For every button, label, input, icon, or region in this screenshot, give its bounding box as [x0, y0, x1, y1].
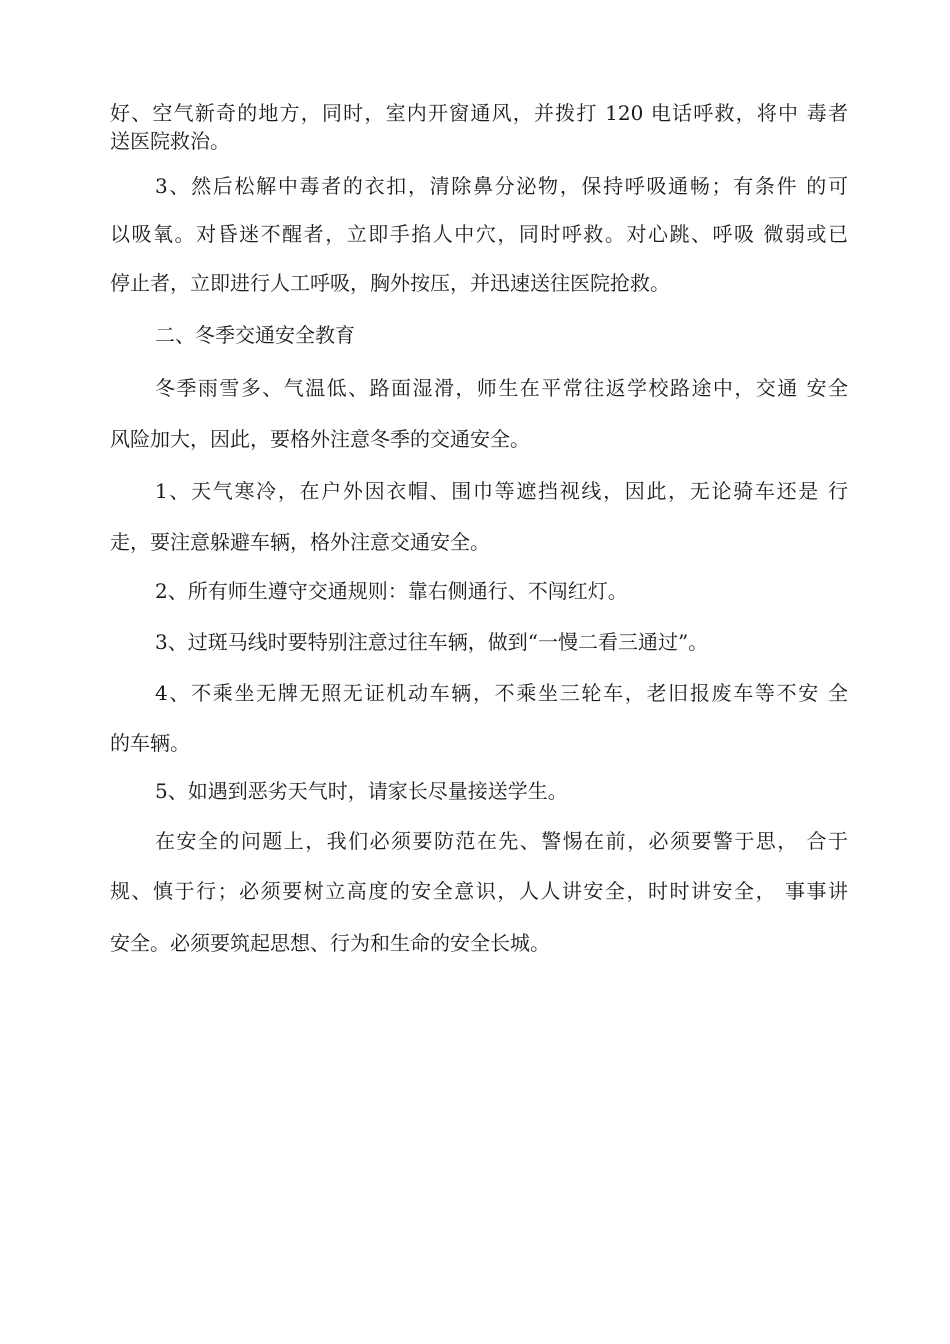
text-line: 好、空气新奇的地方，同时，室内开窗通风，并拨打 120 电话呼救，将中 毒者: [110, 101, 848, 125]
text-line: 1、天气寒冷，在户外因衣帽、围巾等遮挡视线，因此，无论骑车还是 行: [155, 479, 848, 503]
text-line: 停止者，立即进行人工呼吸，胸外按压，并迅速送往医院抢救。: [110, 271, 670, 295]
text-line: 5、如遇到恶劣天气时，请家长尽量接送学生。: [155, 779, 568, 803]
text-line: 冬季雨雪多、气温低、路面湿滑，师生在平常往返学校路途中，交通 安全: [155, 376, 848, 400]
text-line: 以吸氧。对昏迷不醒者，立即手掐人中穴，同时呼救。对心跳、呼吸 微弱或已: [110, 222, 848, 246]
text-line: 在安全的问题上，我们必须要防范在先、警惕在前，必须要警于思， 合于: [155, 829, 848, 853]
text-line: 走，要注意躲避车辆，格外注意交通安全。: [110, 530, 490, 554]
text-line: 4、不乘坐无牌无照无证机动车辆，不乘坐三轮车，老旧报废车等不安 全: [155, 681, 848, 705]
text-line: 风险加大，因此，要格外注意冬季的交通安全。: [110, 427, 530, 451]
text-line: 的车辆。: [110, 731, 190, 755]
text-line: 3、过斑马线时要特别注意过往车辆，做到“一慢二看三通过”。: [155, 630, 709, 654]
text-line: 安全。必须要筑起思想、行为和生命的安全长城。: [110, 931, 550, 955]
text-line: 3、然后松解中毒者的衣扣，清除鼻分泌物，保持呼吸通畅；有条件 的可: [155, 174, 848, 198]
section-heading: 二、冬季交通安全教育: [155, 323, 355, 347]
text-line: 规、慎于行；必须要树立高度的安全意识，人人讲安全，时时讲安全， 事事讲: [110, 879, 848, 903]
text-line: 送医院救治。: [110, 129, 230, 153]
text-line: 2、所有师生遵守交通规则：靠右侧通行、不闯红灯。: [155, 579, 628, 603]
